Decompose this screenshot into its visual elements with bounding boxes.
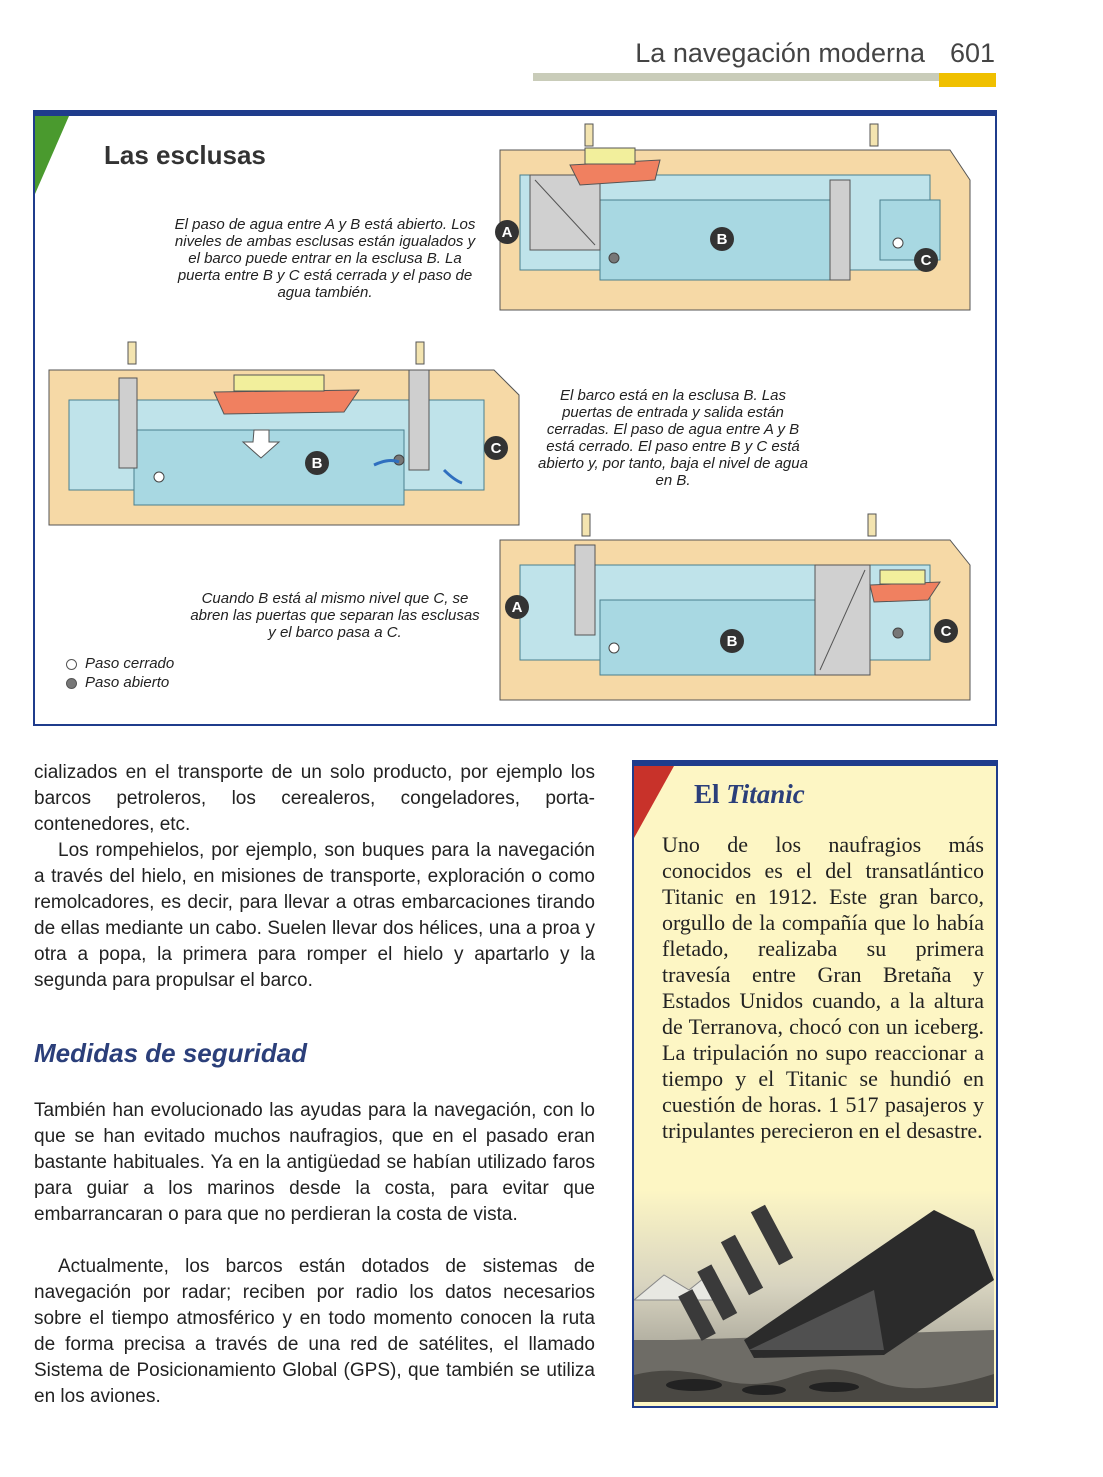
lock-diagram-step2 <box>44 340 534 530</box>
body-paragraph-3: También han evolucionado las ayudas para la navegación, con lo que se han evitado muchos naufragios, que en el pasado eran bastante habituales. Ya en la antigüedad se habían utilizado faros para guiar a los marinos desde la costa, para evitar que embarrancaran o para que no perdieran la costa de vista. <box>34 1100 595 1225</box>
lock-label-b <box>720 629 744 653</box>
svg-text:C: C <box>490 440 502 457</box>
locks-legend <box>66 654 174 692</box>
svg-text:B: B <box>716 231 728 248</box>
svg-text:B: B <box>311 455 323 472</box>
svg-text:C: C <box>940 623 952 640</box>
lock-label-c <box>484 436 508 460</box>
svg-text:A: A <box>501 224 513 241</box>
titanic-text: Uno de los naufragios más conocidos es el del transatlántico Titanic en 1912. Este gran barco, orgullo de la compañía que lo había fletado, realizaba su primera travesía entre Gran Bretaña y Estados Unidos cuando, a la altura de Terranova, chocó con un iceberg. La tripulación no supo reaccionar a tiempo y el Titanic se hundió en cuestión de horas. 1 517 pasajeros y tripulantes perecieron en el desastre. <box>662 832 984 1143</box>
legend-open: Paso abierto <box>66 673 174 692</box>
lock-diagram-step3 <box>490 510 980 705</box>
lock-label-c <box>914 248 938 272</box>
header-rule <box>533 73 939 81</box>
locks-caption-step3: Cuando B está al mismo nivel que C, se abren las puertas que separan las esclusas y el barco pasa a C. <box>190 590 480 641</box>
lock-label-b <box>710 227 734 251</box>
open-valve-icon <box>66 678 77 689</box>
lock-label-a <box>505 595 529 619</box>
titanic-corner-marker <box>634 766 674 838</box>
titanic-sinking-illustration <box>634 1190 994 1402</box>
titanic-title: El Titanic <box>694 779 805 809</box>
svg-text:B: B <box>726 633 738 650</box>
locks-caption-step2: El barco está en la esclusa B. Las puertas de entrada y salida están cerradas. El paso de agua entre A y B está cerrado. El paso entre B y C está abierto y, por tanto, baja el nivel de agua en B. <box>538 387 808 489</box>
svg-text:C: C <box>920 252 932 269</box>
lock-label-c <box>934 619 958 643</box>
locks-corner-marker <box>35 116 69 194</box>
header-accent <box>939 73 996 87</box>
section-title: Medidas de seguridad <box>34 1038 308 1068</box>
running-header-title: La navegación moderna <box>635 38 925 68</box>
lock-diagram-step1 <box>490 120 980 315</box>
closed-valve-icon <box>66 659 77 670</box>
body-paragraph-4: Actualmente, los barcos están dotados de sistemas de navegación por radar; reciben por radio los datos necesarios sobre el tiempo atmosférico y en todo momento conocen la ruta de forma precisa a través de una red de satélites, el llamado Sistema de Posicionamiento Global (GPS), que también se utiliza en los aviones. <box>34 1256 595 1407</box>
locks-title: Las esclusas <box>104 140 266 170</box>
page-number: 601 <box>949 38 995 68</box>
locks-caption-step1: El paso de agua entre A y B está abierto. Los niveles de ambas esclusas están igualados y el barco puede entrar en la esclusa B. La puerta entre B y C está cerrada y el paso de agua también. <box>174 216 476 301</box>
body-paragraph-1: cializados en el transporte de un solo producto, por ejemplo los barcos petroleros, los cerealeros, congeladores, porta-contenedores, etc. <box>34 762 595 835</box>
body-paragraph-2: Los rompehielos, por ejemplo, son buques para la navegación a través del hielo, en misiones de transporte, exploración o como remolcadores, es decir, para llevar a otras embarcaciones tirando de ellas mediante un cabo. Suelen llevar dos hélices, una a proa y otra a popa, la primera para romper el hielo y apartarlo y la segunda para propulsar el barco. <box>34 840 595 991</box>
lock-label-b <box>305 451 329 475</box>
svg-text:A: A <box>511 599 523 616</box>
legend-closed: Paso cerrado <box>66 654 174 673</box>
lock-label-a <box>495 220 519 244</box>
